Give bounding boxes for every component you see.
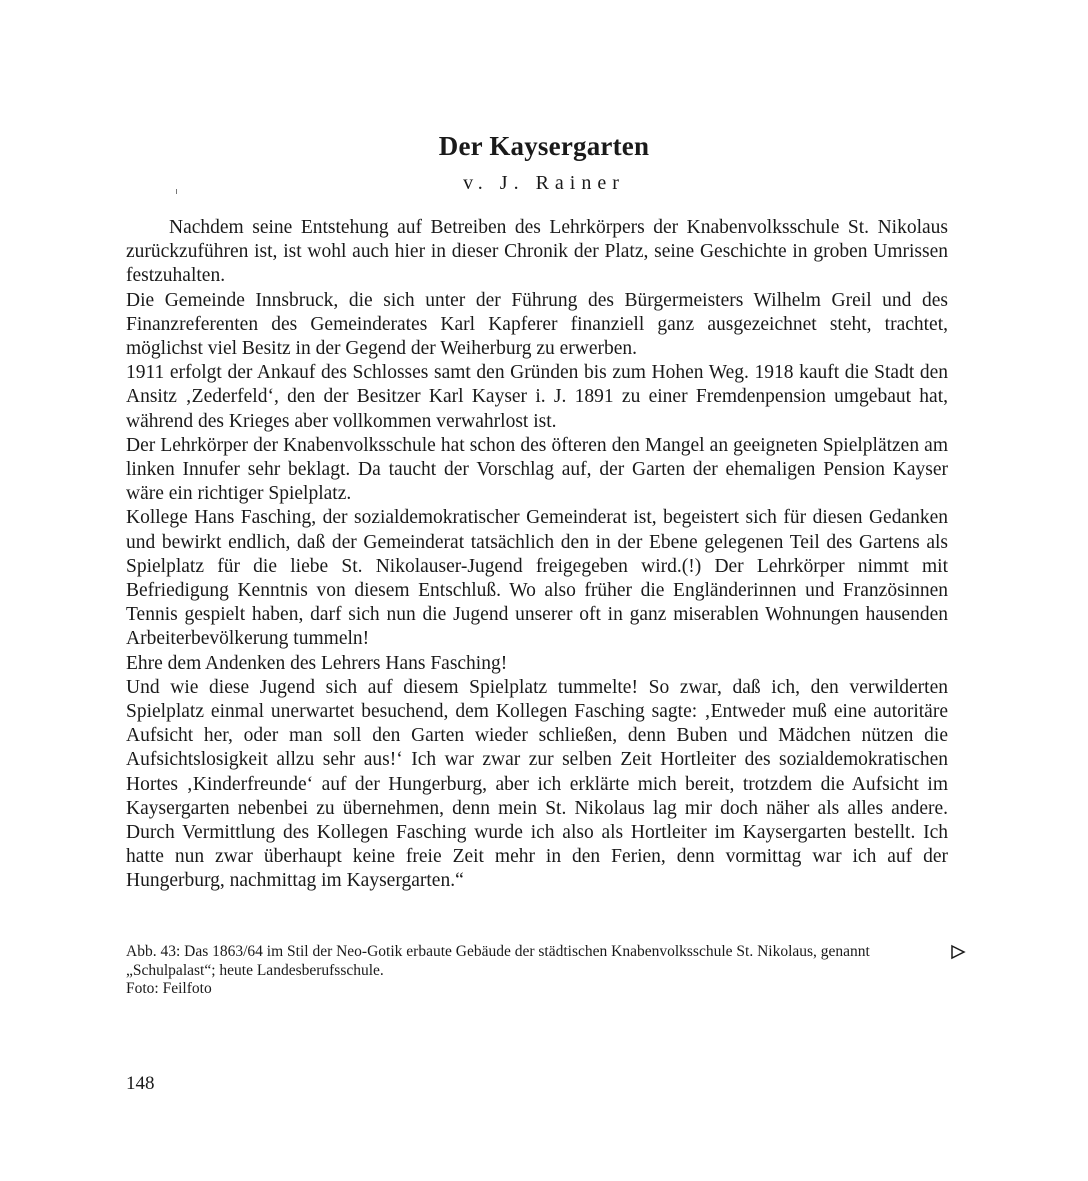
caption-text: Abb. 43: Das 1863/64 im Stil der Neo-Gotik erbaute Gebäude der städtischen Knabenvolksschule St. Nikolaus, genannt [126,943,870,960]
caption-line [126,943,966,962]
paragraph: 1911 erfolgt der Ankauf des Schlosses samt den Gründen bis zum Hohen Weg. 1918 kauft die Stadt den Ansitz ‚Zederfeld‘, den der Besitzer Karl Kayser i. J. 1891 zu einer Fremdenpension umgebaut hat, während des Krieges aber vollkommen verwahrlost ist. [126,362,948,432]
article-body [126,216,948,894]
right-triangle-arrow-icon [950,944,966,960]
print-speck [176,189,177,194]
author-line: v. J. Rainer [463,172,625,194]
caption-line: „Schulpalast“; heute Landesberufsschule. [126,961,384,979]
paragraph: Kollege Hans Fasching, der sozialdemokratischer Gemeinderat ist, begeistert sich für diesen Gedanken und bewirkt endlich, daß der Gemeinderat tatsächlich den in der Ebene gelegenen Teil des Gartens als Spielplatz für die liebe St. Nikolauser-Jugend freigegeben wird.(!) Der Lehrkörper nimmt mit Befriedigung Kenntnis von diesem Entschluß. Wo also früher die Engländerinnen und Französinnen Tennis gespielt haben, darf sich nun die Jugend unserer oft in ganz miserablen Wohnungen hausenden Arbeiterbevölkerung tummeln! [126,507,948,650]
paragraph: Die Gemeinde Innsbruck, die sich unter der Führung des Bürgermeisters Wilhelm Greil und des Finanzreferenten des Gemeinderates Karl Kapferer finanziell ganz ausgezeichnet steht, trachtet, möglichst viel Besitz in der Gegend der Weiherburg zu erwerben. [126,289,948,360]
page-title: Der Kaysergarten [438,131,650,162]
paragraph: Ehre dem Andenken des Lehrers Hans Fasching! [126,652,508,674]
photo-credit: Foto: Feilfoto [126,980,212,997]
paragraph: Und wie diese Jugend sich auf diesem Spielplatz tummelte! So zwar, daß ich, den verwilderten Spielplatz einmal unerwartet besuchend, dem Kollegen Fasching sagte: ‚Entweder muß eine autoritäre Aufsicht her, oder man soll den Garten wieder schließen, denn Buben und Mädchen nützen die Aufsichtslosigkeit allzu sehr aus!‘ Ich war zwar zur selben Zeit Hortleiter des sozialdemokratischen Hortes ‚Kinderfreunde‘ auf der Hungerburg, aber ich erklärte mich bereit, trotzdem die Aufsicht im Kaysergarten nebenbei zu übernehmen, denn mein St. Nikolaus lag mir doch näher als alles andere. Durch Vermittlung des Kollegen Fasching wurde ich also als Hortleiter im Kaysergarten bestellt. Ich hatte nun zwar überhaupt keine freie Zeit mehr in den Ferien, denn vormittag war ich auf der Hungerburg, nachmittag im Kaysergarten.“ [126,676,948,892]
page-number: 148 [126,1073,155,1094]
paragraph: Nachdem seine Entstehung auf Betreiben des Lehrkörpers der Knabenvolksschule St. Nikolaus zurückzuführen ist, ist wohl auch hier in dieser Chronik der Platz, seine Geschichte in groben Umrissen festzuhalten. [126,217,948,287]
figure-caption [126,943,966,999]
paragraph: Der Lehrkörper der Knabenvolksschule hat schon des öfteren den Mangel an geeigneten Spielplätzen am linken Innufer sehr beklagt. Da taucht der Vorschlag auf, der Garten der ehemaligen Pension Kayser wäre ein richtiger Spielplatz. [126,434,948,505]
